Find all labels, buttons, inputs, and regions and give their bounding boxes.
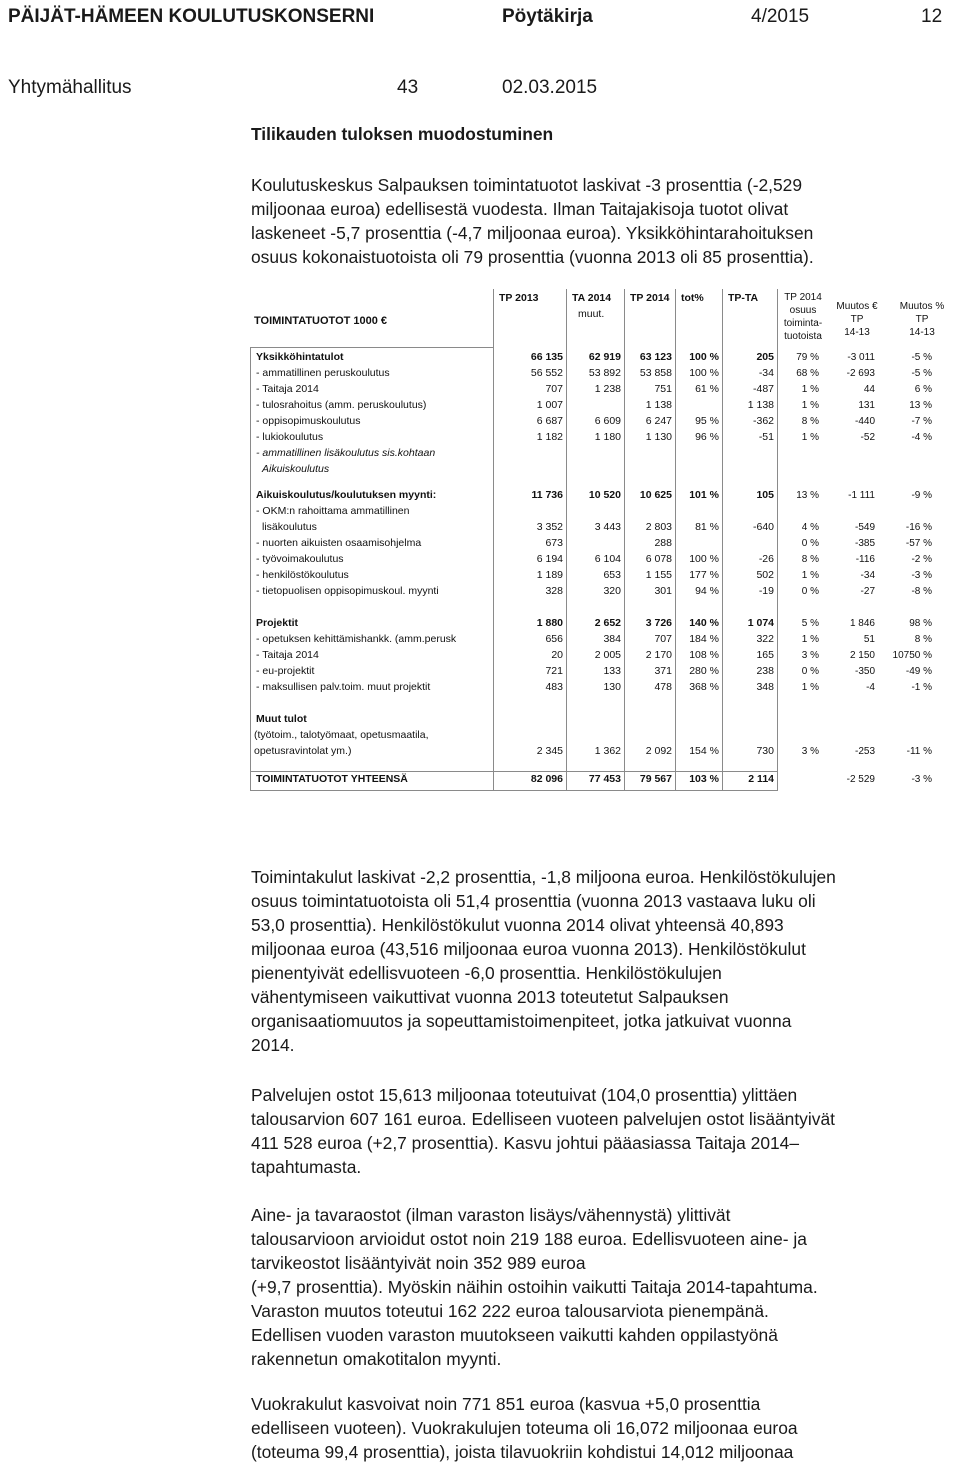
table-cell-extra: 3 % [801, 746, 819, 757]
table-cell: -362 [752, 415, 774, 427]
table-cell-extra: 13 % [796, 490, 819, 501]
table-cell: 53 858 [639, 367, 672, 379]
header-doc-no: 4/2015 [751, 6, 810, 27]
table-row-label: opetusravintolat ym.) [254, 745, 352, 757]
table-cell: 328 [545, 585, 563, 597]
table-cell-extra: -4 [866, 682, 875, 693]
table-cell: 20 [551, 649, 563, 661]
table-cell-extra: -4 % [911, 432, 932, 443]
table-cell: 653 [603, 569, 621, 581]
table-cell: 2 652 [594, 617, 621, 629]
table-cell: 320 [603, 585, 621, 597]
table-cell: 288 [654, 537, 672, 549]
table-row-label: - oppisopimuskoulutus [256, 415, 361, 427]
table-cell: 61 % [695, 383, 719, 395]
table-cell: 165 [756, 649, 774, 661]
table-row-label: - opetuksen kehittämishankk. (amm.perusk [256, 633, 457, 645]
table-cell: -51 [758, 431, 774, 443]
table-cell-extra: -385 [854, 538, 875, 549]
table-cell: 238 [756, 665, 774, 677]
table-row-label: - Taitaja 2014 [256, 649, 319, 661]
header-body: Yhtymähallitus [8, 77, 132, 98]
table-cell: 2 092 [645, 745, 672, 757]
table-cell-extra: -1 111 [848, 490, 875, 501]
paragraph-operating-costs: Toimintakulut laskivat -2,2 prosenttia, -1,8 miljoona euroa. Henkilöstökulujen osuus toimintatuotoista oli 51,4 prosenttia (vuonna 2013 vastaava luku oli 53,0 prosenttia). Henkilöstökulut vuonna 2014 olivat yhteensä 40,893 miljoonaa euroa (43,516 miljoonaa euroa vuonna 2013). Henkilöstökulut pienentyivät edellisvuoteen -6,0 prosenttia. Henkilöstökulujen vähentymiseen vaikuttivat vuonna 2013 toteutetut Salpauksen organisaatiomuutos ja sopeuttamistoimenpiteet, jotka jatkuivat vuonna 2014. [251, 867, 836, 1055]
table-cell: 1 180 [594, 431, 621, 443]
table-row-label: - OKM:n rahoittama ammatillinen [256, 505, 410, 517]
table-cell: 1 155 [645, 569, 672, 581]
table-cell: 56 552 [530, 367, 563, 379]
table-cell-extra: -3 011 [847, 352, 875, 363]
table-cell: -640 [752, 521, 774, 533]
table-cell: 322 [756, 633, 774, 645]
table-cell: 53 892 [588, 367, 621, 379]
table-cell: 95 % [695, 415, 719, 427]
table-cell: 2 345 [536, 745, 563, 757]
extra-column-header: 14-13 [909, 327, 935, 338]
table-cell: 81 % [695, 521, 719, 533]
table-cell-extra: -1 % [911, 682, 932, 693]
column-divider [722, 289, 723, 791]
column-divider [675, 289, 676, 791]
column-subheader: muut. [578, 308, 605, 320]
table-cell: 133 [603, 665, 621, 677]
table-cell: 502 [756, 569, 774, 581]
column-divider [493, 289, 494, 791]
table-cell-extra: 1 % [801, 432, 819, 443]
table-cell: 100 % [689, 367, 719, 379]
extra-column-header: TP 2014 [784, 292, 822, 303]
table-cell-extra: -49 % [905, 666, 932, 677]
table-cell: 384 [603, 633, 621, 645]
table-cell-extra: -549 [854, 522, 875, 533]
table-cell: 1 880 [536, 617, 563, 629]
table-cell: 108 % [689, 649, 719, 661]
table-cell-extra: 131 [858, 400, 875, 411]
column-divider [566, 289, 567, 791]
table-cell: 707 [654, 633, 672, 645]
table-row-label: Projektit [256, 617, 299, 629]
table-cell-extra: 8 % [801, 554, 819, 565]
table-cell: 130 [603, 681, 621, 693]
table-cell-extra: -8 % [911, 586, 932, 597]
table-cell-extra: -34 [860, 570, 875, 581]
table-cell: 11 736 [531, 489, 563, 501]
table-cell: 205 [756, 351, 774, 363]
table-cell-extra: -9 % [911, 490, 932, 501]
table-cell-extra: -27 [860, 586, 875, 597]
table-cell-extra: 3 % [801, 650, 819, 661]
extra-column-header: TP [850, 314, 864, 325]
table-cell-extra: -350 [854, 666, 875, 677]
table-cell: -19 [758, 585, 774, 597]
table-cell-extra: 10750 % [892, 650, 932, 661]
extra-column-header: Muutos % [899, 301, 945, 312]
table-cell-extra: -2 693 [846, 368, 875, 379]
column-header: TA 2014 [572, 292, 612, 304]
table-cell: -487 [752, 383, 774, 395]
table-cell-extra: -16 % [905, 522, 932, 533]
paragraph-services: Palvelujen ostot 15,613 miljoonaa toteutuivat (104,0 prosenttia) ylittäen talousarvion 607 161 euroa. Edelliseen vuoteen palvelujen ostot lisääntyivät 411 528 euroa (+2,7 prosenttia). Kasvu johtui pääasiassa Taitaja 2014– tapahtumasta. [251, 1085, 835, 1177]
extra-column-header: tuotoista [784, 331, 822, 342]
table-cell: 62 919 [588, 351, 621, 363]
table-cell: 1 138 [645, 399, 672, 411]
revenue-table [250, 289, 778, 791]
table-cell: 1 362 [594, 745, 621, 757]
table-cell: 2 170 [645, 649, 672, 661]
table-cell-extra: -57 % [905, 538, 932, 549]
table-cell: 6 104 [594, 553, 621, 565]
table-row-label: - tulosrahoitus (amm. peruskoulutus) [256, 399, 427, 411]
table-cell-extra: 6 % [914, 384, 932, 395]
table-title: TOIMINTATUOTOT 1000 € [254, 315, 388, 327]
table-cell-extra: 44 [863, 384, 875, 395]
table-cell-extra: -3 % [911, 774, 932, 785]
table-cell: 96 % [695, 431, 719, 443]
table-cell: 2 803 [645, 521, 672, 533]
table-cell: -26 [758, 553, 774, 565]
table-cell-extra: 1 % [801, 570, 819, 581]
table-cell: 1 007 [536, 399, 563, 411]
table-cell: 301 [654, 585, 672, 597]
table-cell-extra: -253 [854, 746, 875, 757]
table-cell: 140 % [689, 617, 719, 629]
paragraph-revenue: Koulutuskeskus Salpauksen toimintatuotot laskivat -3 prosenttia (-2,529 miljoonaa euroa) edellisestä vuodesta. Ilman Taitajakisoja tuotot olivat laskeneet -5,7 prosenttia (-4,7 miljoonaa euroa). Yksikköhintarahoituksen osuus kokonaistuotoista oli 79 prosenttia (vuonna 2013 oli 85 prosenttia). [251, 175, 814, 267]
table-cell-extra: 1 % [801, 634, 819, 645]
table-cell-extra: 5 % [801, 618, 819, 629]
table-row-label: Yksikköhintatulot [256, 351, 344, 363]
table-row-label: - Taitaja 2014 [256, 383, 319, 395]
table-cell-extra: -5 % [911, 368, 932, 379]
table-cell: 77 453 [588, 773, 621, 785]
extra-column-header: TP [915, 314, 929, 325]
table-cell-extra: 8 % [914, 634, 932, 645]
table-cell: 63 123 [639, 351, 672, 363]
table-cell: 6 687 [536, 415, 563, 427]
table-cell-extra: -52 [860, 432, 875, 443]
table-cell-extra: -2 529 [846, 774, 875, 785]
table-cell: 2 114 [748, 773, 774, 785]
table-cell: 103 % [689, 773, 719, 785]
table-cell-extra: 8 % [801, 416, 819, 427]
table-row-label: (työtoim., talotyömaat, opetusmaatila, [254, 729, 429, 741]
row-divider [250, 771, 778, 772]
table-row-label: - ammatillinen peruskoulutus [256, 367, 390, 379]
column-header: TP-TA [728, 292, 759, 304]
table-cell: 82 096 [530, 773, 563, 785]
table-cell: 10 625 [639, 489, 672, 501]
table-row-label: - eu-projektit [256, 665, 315, 677]
table-cell: 100 % [689, 351, 719, 363]
table-cell-extra: 51 [863, 634, 875, 645]
table-row-label: - ammatillinen lisäkoulutus sis.kohtaan [256, 447, 436, 459]
table-row-label: - työvoimakoulutus [256, 553, 344, 565]
table-cell: 371 [654, 665, 672, 677]
table-cell: -34 [758, 367, 774, 379]
table-cell: 1 238 [594, 383, 621, 395]
table-cell-extra: -3 % [911, 570, 932, 581]
table-cell: 6 194 [536, 553, 563, 565]
header-section: 43 [397, 77, 419, 98]
table-cell: 79 567 [639, 773, 672, 785]
paragraph-rents: Vuokrakulut kasvoivat noin 771 851 euroa (kasvua +5,0 prosenttia edelliseen vuoteen). Vuokrakulujen toteuma oli 16,072 miljoonaa euroa (toteuma 99,4 prosenttia), joista tilavuokriin kohdistui 14,012 miljoonaa [251, 1394, 798, 1462]
table-cell: 368 % [689, 681, 719, 693]
table-cell-extra: -116 [855, 554, 875, 565]
table-cell: 3 352 [536, 521, 563, 533]
table-row-label: Aikuiskoulutus/koulutuksen myynti: [256, 489, 437, 501]
table-cell: 348 [756, 681, 774, 693]
row-divider [250, 790, 778, 791]
table-row-label: Muut tulot [256, 713, 307, 725]
table-cell-extra: -7 % [911, 416, 932, 427]
extra-column-header: toiminta- [783, 318, 823, 329]
table-cell-extra: -2 % [911, 554, 932, 565]
column-divider [624, 289, 625, 791]
table-cell-extra: 68 % [796, 368, 819, 379]
table-cell: 10 520 [588, 489, 621, 501]
table-cell-extra: 0 % [801, 538, 819, 549]
table-cell: 6 609 [594, 415, 621, 427]
table-cell: 184 % [689, 633, 719, 645]
table-cell-extra: 2 150 [849, 650, 875, 661]
table-cell: 6 078 [645, 553, 672, 565]
row-divider [250, 347, 493, 348]
table-cell: 721 [545, 665, 563, 677]
extra-column-header: 14-13 [844, 327, 870, 338]
header-doc-type: Pöytäkirja [502, 6, 593, 27]
extra-column-header: Muutos € [836, 301, 878, 312]
table-cell: 105 [756, 489, 774, 501]
table-cell-extra: -440 [854, 416, 875, 427]
column-divider [777, 289, 778, 791]
table-cell: 280 % [689, 665, 719, 677]
table-row-label: - maksullisen palv.toim. muut projektit [256, 681, 431, 693]
table-cell: 6 247 [645, 415, 672, 427]
column-header: TP 2014 [630, 292, 670, 304]
table-cell: 1 138 [747, 399, 774, 411]
table-cell-extra: 4 % [801, 522, 819, 533]
table-cell-extra: 79 % [796, 352, 819, 363]
table-cell-extra: 1 % [801, 682, 819, 693]
table-row-label: - tietopuolisen oppisopimuskoul. myynti [256, 585, 439, 597]
extra-column-header: osuus [789, 305, 817, 316]
table-cell: 94 % [695, 585, 719, 597]
table-cell-extra: 0 % [801, 586, 819, 597]
table-cell: 673 [545, 537, 563, 549]
table-cell: 1 130 [645, 431, 672, 443]
table-cell-extra: -11 % [906, 746, 932, 757]
table-cell: 1 189 [536, 569, 563, 581]
table-cell: 478 [654, 681, 672, 693]
table-cell-extra: 98 % [909, 618, 932, 629]
revenue-table-extra-columns [779, 289, 960, 791]
section-title: Tilikauden tuloksen muodostuminen [251, 124, 554, 144]
table-cell-extra: -5 % [911, 352, 932, 363]
column-header: tot% [681, 292, 704, 304]
table-cell-extra: 1 846 [849, 618, 875, 629]
table-cell: 101 % [689, 489, 719, 501]
table-cell: 177 % [689, 569, 719, 581]
table-cell: 1 182 [536, 431, 563, 443]
table-cell-extra: 0 % [801, 666, 819, 677]
table-cell-extra: 1 % [801, 400, 819, 411]
table-cell: 3 726 [645, 617, 672, 629]
table-cell: 707 [545, 383, 563, 395]
table-cell: 656 [545, 633, 563, 645]
table-cell-extra: 1 % [801, 384, 819, 395]
table-row-label: - nuorten aikuisten osaamisohjelma [256, 537, 422, 549]
table-cell: 3 443 [594, 521, 621, 533]
table-cell: 154 % [689, 745, 719, 757]
table-cell: 2 005 [594, 649, 621, 661]
table-cell: 483 [545, 681, 563, 693]
table-row-label: Aikuiskoulutus [262, 463, 330, 475]
table-cell: 730 [756, 745, 774, 757]
table-row-label: TOIMINTATUOTOT YHTEENSÄ [256, 773, 408, 785]
column-divider [250, 347, 251, 791]
header-date: 02.03.2015 [502, 77, 598, 98]
column-header: TP 2013 [499, 292, 539, 304]
header-org: PÄIJÄT-HÄMEEN KOULUTUSKONSERNI [8, 6, 375, 27]
table-row-label: lisäkoulutus [262, 521, 317, 533]
table-cell: 751 [654, 383, 672, 395]
table-row-label: - lukiokoulutus [256, 431, 324, 443]
header-page-number: 12 [921, 6, 943, 27]
table-row-label: - henkilöstökoulutus [256, 569, 349, 581]
table-cell-extra: 13 % [909, 400, 932, 411]
table-cell: 100 % [689, 553, 719, 565]
paragraph-materials: Aine- ja tavaraostot (ilman varaston lisäys/vähennystä) ylittivät talousarvioon arvioidut ostot noin 219 188 euroa. Edellisvuoteen aine- ja tarvikeostot lisääntyivät noin 352 989 euroa (+9,7 prosenttia). Myöskin näihin ostoihin vaikutti Taitaja 2014-tapahtuma. Varaston muutos toteutui 162 222 euroa talousarviota pienempänä. Edellisen vuoden varaston muutokseen vaikutti kahden oppilastyönä rakennetun omakotitalon myynti. [251, 1205, 818, 1369]
table-cell: 66 135 [530, 351, 563, 363]
table-cell: 1 074 [747, 617, 774, 629]
